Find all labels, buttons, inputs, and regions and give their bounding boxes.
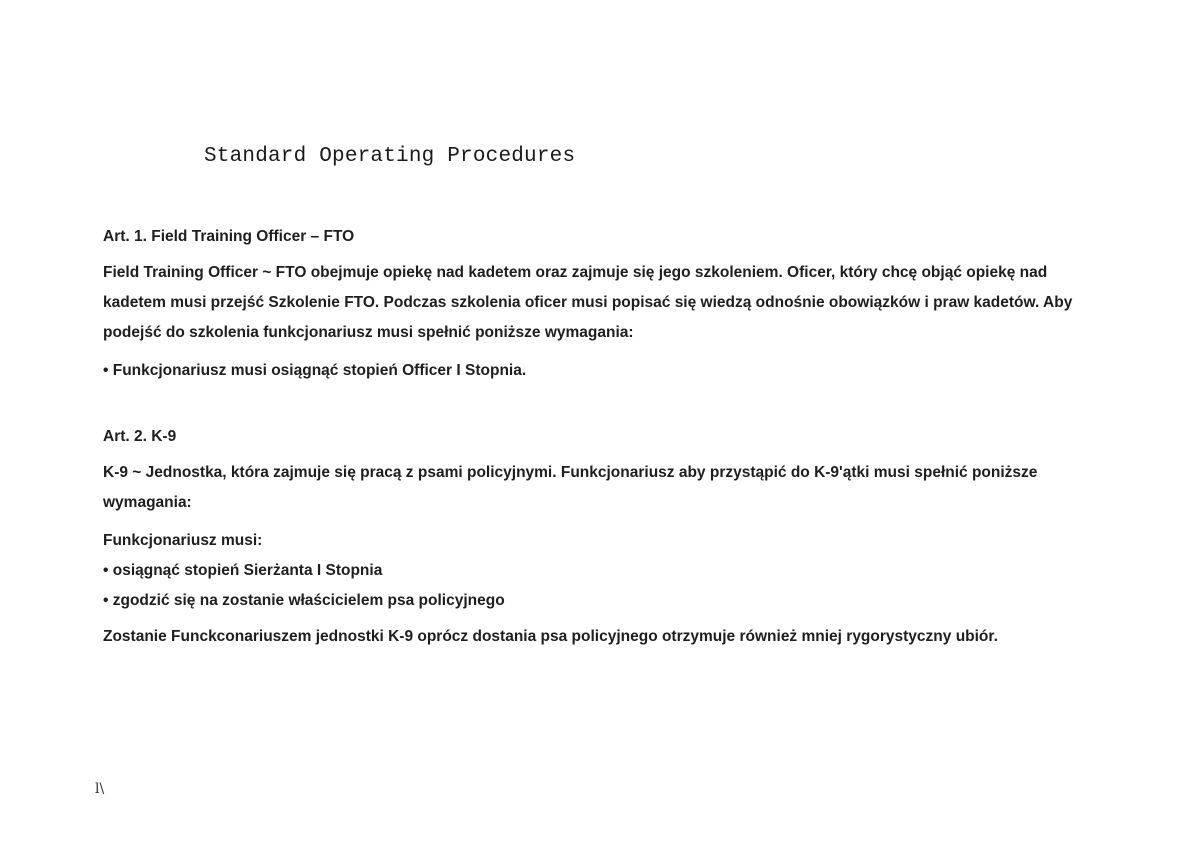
article-2-heading: Art. 2. K-9 [103,428,177,445]
article-spacer [103,386,1103,422]
article-1-bullet-1: • Funkcjonariusz musi osiągnąć stopień Officer I Stopnia. [103,362,527,379]
article-1 [103,222,1103,386]
article-2-closing: Zostanie Funckconariuszem jednostki K-9 oprócz dostania psa policyjnego otrzymuje również mniej rygorystyczny ubiór. [103,628,998,645]
article-1-heading: Art. 1. Field Training Officer – FTO [103,228,355,245]
article-2-paragraph: K-9 ~ Jednostka, która zajmuje się pracą z psami policyjnymi. Funkcjonariusz aby przystąpić do K-9'ątki musi spełnić poniższe wymagania: [103,464,1038,511]
article-2-bullet-1: • osiągnąć stopień Sierżanta I Stopnia [103,562,383,579]
document-title: Standard Operating Procedures [204,145,576,168]
article-2-subheading: Funkcjonariusz musi: [103,532,263,549]
article-2 [103,422,1103,652]
article-1-paragraph: Field Training Officer ~ FTO obejmuje opiekę nad kadetem oraz zajmuje się jego szkoleniem. Oficer, który chcę objąć opiekę nad kadetem musi przejść Szkolenie FTO. Podczas szkolenia oficer musi popisać się wiedzą odnośnie obowiązków i praw kadetów. Aby podejść do szkolenia funkcjonariusz musi spełnić poniższe wymagania: [103,264,1073,341]
page-mark: l\ [95,781,105,797]
article-2-bullet-2: • zgodzić się na zostanie właścicielem psa policyjnego [103,592,505,609]
document-body [103,222,1103,660]
